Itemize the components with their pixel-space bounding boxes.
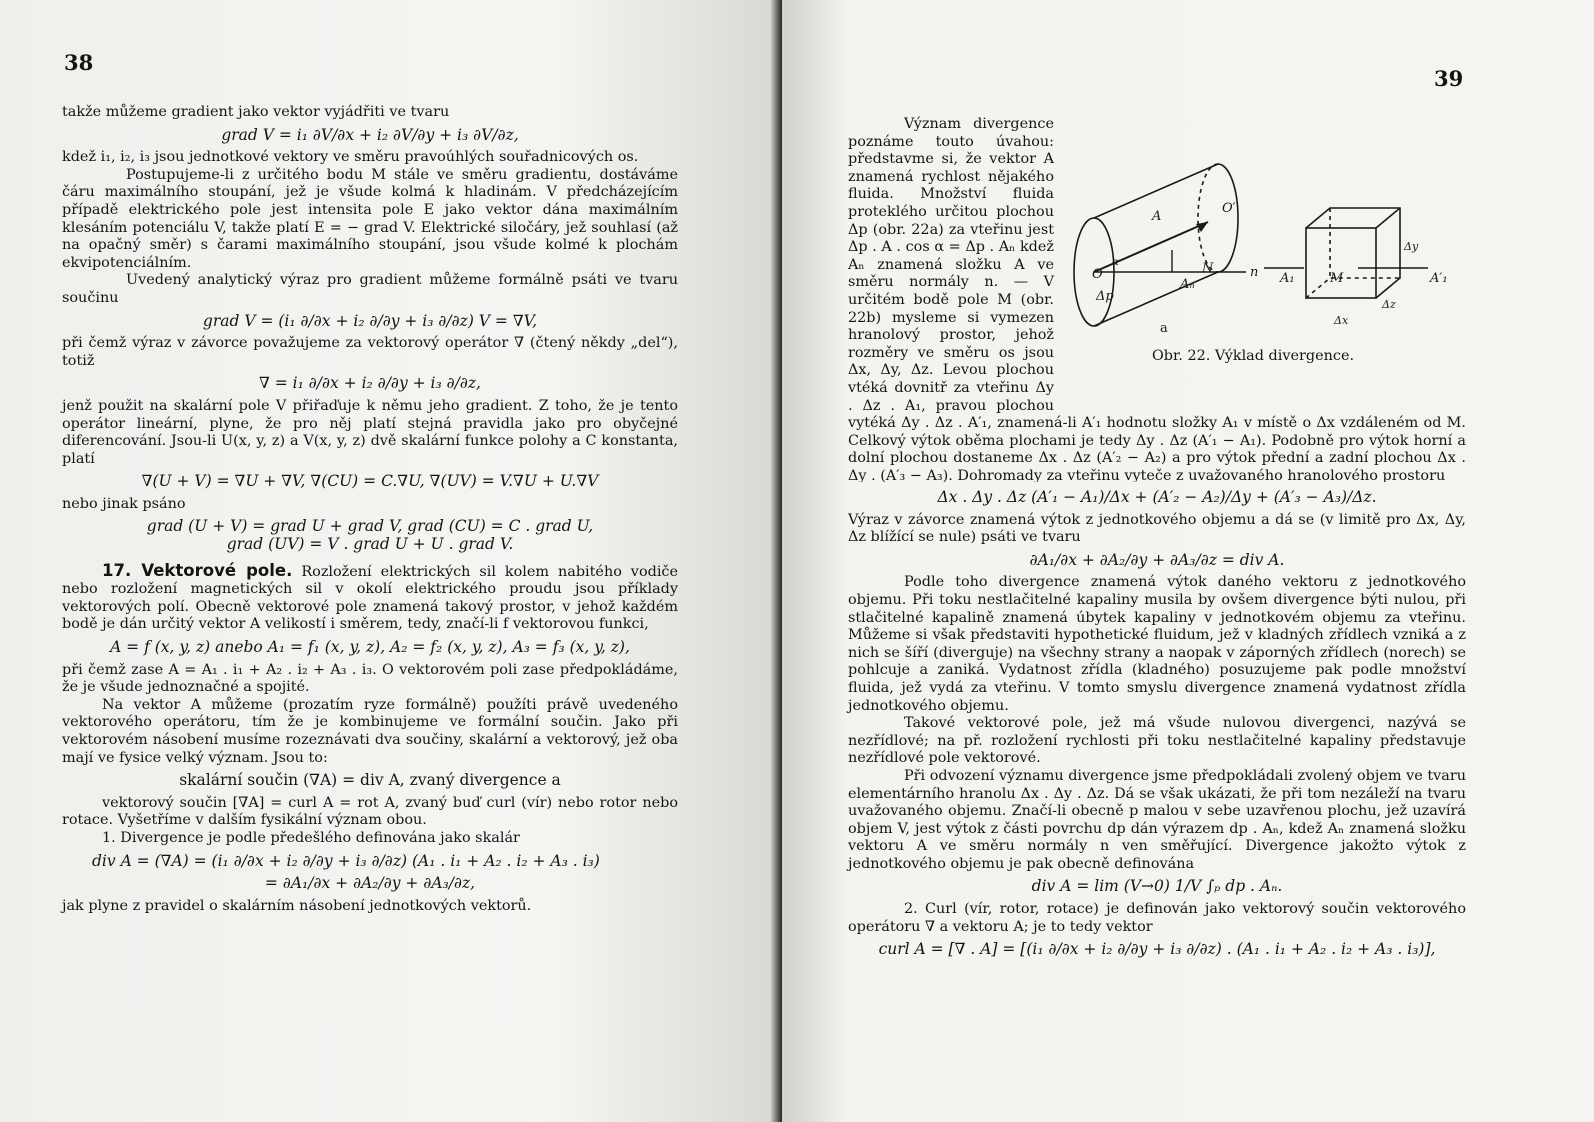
paragraph: při čemž výraz v závorce považujeme za vektorový operátor ∇ (čtený někdy „del“), totiž [62, 335, 678, 369]
equation: ∇(U + V) = ∇U + ∇V, ∇(CU) = C.∇U, ∇(UV) = V.∇U + U.∇V [141, 472, 599, 491]
equation: grad V = (i₁ ∂/∂x + i₂ ∂/∂y + i₃ ∂/∂z) V = ∇V, [202, 311, 538, 330]
equation: grad (U + V) = grad U + grad V, grad (CU) = C . grad U, [146, 517, 594, 536]
figure-label: N [1202, 261, 1214, 276]
equation: ∂A₁/∂x + ∂A₂/∂y + ∂A₃/∂z = div A. [1029, 550, 1285, 569]
left-page-text [62, 104, 678, 915]
paragraph: 2. Curl (vír, rotor, rotace) je definován jako vektorový součin vektorového operátoru ∇ a vektoru A; je to tedy vektor [848, 901, 1466, 935]
figure-label: A′₁ [1430, 271, 1448, 286]
paragraph: Na vektor A můžeme (prozatím ryze formálně) použíti právě uvedeného vektorového operátoru, tím že je kombinujeme ve formální součin. Jako při vektorovém násobení musíme rozeznávati dva součiny, skalární a vektorový, jež oba mají ve fysice velký význam. Jsou to: [62, 696, 678, 766]
equation: curl A = [∇ . A] = [(i₁ ∂/∂x + i₂ ∂/∂y + i₃ ∂/∂z) . (A₁ . i₁ + A₂ . i₂ + A₃ . i₃)], [878, 940, 1436, 959]
figure-label: M [1330, 271, 1344, 286]
figure-label: Δx [1334, 314, 1349, 327]
text-line: takže můžeme gradient jako vektor vyjádřiti ve tvaru [62, 104, 450, 120]
figure-label: Δy [1404, 240, 1419, 253]
figure-label: α [1112, 257, 1119, 268]
text-line: jak plyne z pravidel o skalárním násobení jednotkových vektorů. [62, 897, 532, 914]
text-line: kdež i₁, i₂, i₃ jsou jednotkové vektory ve směru pravoúhlých souřadnicových os. [62, 149, 639, 166]
text-line: nebo jinak psáno [62, 495, 186, 512]
figure-label: O [1092, 267, 1103, 282]
section-paragraph [62, 562, 678, 634]
paragraph: Takové vektorové pole, jež má všude nulovou divergenci, nazývá se nezřídlové; na př. rozložení rychlosti při toku nestlačitelné kapaliny představuje nezřídlové pole vektorové. [848, 715, 1466, 767]
figure-label: Aₙ [1180, 277, 1195, 292]
paragraph: Při odvození významu divergence jsme předpokládali zvolený objem ve tvaru elementárního hranolu Δx . Δy . Δz. Dá se však ukázati, že při tom nezáleží na tvaru uvažovaného objemu. Značí-li obecně p malou v sebe uzavřenou plochu, jež uzavírá objem V, jest výtok z části povrchu dp dán výrazem dp . Aₙ, kdež Aₙ znamená složku vektoru A ve směru normály n ven směřující. Divergence jakožto výtok z jednotkového objemu je pak obecně definována [848, 767, 1466, 872]
equation: skalární součin (∇A) = div A, zvaný divergence a [179, 771, 561, 790]
paragraph: 1. Divergence je podle předešlého definována jako skalár [102, 829, 520, 846]
equation: ∇ = i₁ ∂/∂x + i₂ ∂/∂y + i₃ ∂/∂z, [259, 374, 481, 393]
equation: grad V = i₁ ∂V/∂x + i₂ ∂V/∂y + i₃ ∂V/∂z, [221, 125, 519, 144]
page-number: 39 [1434, 66, 1464, 91]
figure-label: O′ [1222, 201, 1236, 216]
paragraph: Podle toho divergence znamená výtok daného vektoru z jednotkového objemu. Při toku nestlačitelné kapaliny musila by ovšem divergence býti nulou, při stlačitelné kapalině znamená úbytek kapaliny v jednotkovém objemu za vteřinu. Můžeme si však představiti hypothetické fluidum, jež v kladných zřídlech vzniká a z nich se šíří (diverguje) na všechny strany a naopak v záporných zřídlech (norech) se pohlcuje a zaniká. Vydatnost zřídla (kladného) posuzujeme pak podle množství fluida, jež vydá za vteřinu. V tomto smyslu divergence znamená vydatnost zřídla jednotkového objemu. [848, 574, 1466, 714]
left-page [0, 0, 782, 1122]
figure-label: a [1160, 321, 1168, 336]
figure-caption: Obr. 22. Výklad divergence. [1152, 348, 1355, 364]
section-heading: 17. Vektorové pole. [102, 560, 293, 580]
text-line: Rozložení elektrických sil kolem nabitého vodiče nebo rozložení magnetických sil v okolí elektrického proudu jsou příklady vektorových polí. Obecně vektorové pole znamená takový prostor, v jehož každém bodě je dán určitý vektor A velikostí i směrem, tedy, značí-li f vektorovou funkci, [62, 563, 678, 633]
equation: A = f (x, y, z) anebo A₁ = f₁ (x, y, z), A₂ = f₂ (x, y, z), A₃ = f₃ (x, y, z), [110, 638, 630, 657]
equation: div A = (∇A) = (i₁ ∂/∂x + i₂ ∂/∂y + i₃ ∂/∂z) (A₁ . i₁ + A₂ . i₂ + A₃ . i₃) [92, 851, 600, 870]
figure-label: Δp [1096, 289, 1114, 304]
figure-label: n [1250, 265, 1259, 280]
paragraph: Postupujeme-li z určitého bodu M stále ve směru gradientu, dostáváme čáru maximálního stoupání, jež je všude kolmá k hladinám. V předcházejícím případě elektrického pole jest intensita pole E jako vektor dána maximálním klesáním potenciálu V, takže platí E = − grad V. Elektrické siločáry, jež souhlasí (až na opačný směr) s čarami maximálního stoupání, jsou všude kolmé k plochám ekvipotenciálním. [62, 166, 678, 271]
equation: div A = lim (V→0) 1/V ∫ₚ dp . Aₙ. [1031, 877, 1283, 896]
right-page-text-lower [848, 484, 1466, 964]
equation: Δx . Δy . Δz (A′₁ − A₁)/Δx + (A′₂ − A₂)/Δy + (A′₃ − A₃)/Δz. [937, 488, 1377, 506]
paragraph: Výraz v závorce znamená výtok z jednotkového objemu a dá se (v limitě pro Δx, Δy, Δz blížící se nule) psáti ve tvaru [848, 511, 1466, 546]
text-line: Význam divergence poznáme touto úvahou: představme si, že vektor A znamená rychlost nějakého fluida. Množství fluida protekléhо určitou plochou Δp (obr. 22a) za vteřinu jest Δp . A . cos α = Δp . Aₙ kdež Aₙ znamená složku A ve směru normály n. — V určitém bodě pole M (obr. 22b) mysleme si vymezen hranolový prostor, jehož rozměry ve směru os jsou Δx, Δy, Δz. Levou plochou vtéká dovnitř za vteřinu Δy . Δz . A₁, pravou plochou vytéká Δy . Δz . A′₁, znamená-li A′₁ hodnotu složky A₁ v místě o Δx vzdáleném od M. Celkový výtok oběma plochami je tedy Δy . Δz (A′₁ − A₁). Podobně pro výtok horní a dolní plochou dostaneme Δx . Δz (A′₂ − A₂) a pro výtok přední a zadní plochou Δx . Δy . (A′₃ − A₃). Dohromady za vteřinu vyteče z uvažovaného hranolového prostoru [848, 116, 1466, 482]
paragraph: Uvedený analytický výraz pro gradient můžeme formálně psáti ve tvaru součinu [62, 272, 678, 306]
paragraph: vektorový součin [∇A] = curl A = rot A, zvaný buď curl (vír) nebo rotor nebo rotace. Vyšetříme v dalším fysikální význam obou. [62, 794, 678, 829]
figure-label: A₁ [1280, 271, 1295, 286]
right-page-text [848, 116, 1466, 482]
right-page [782, 0, 1594, 1122]
figure-label: A [1152, 209, 1162, 224]
paragraph: při čemž zase A = A₁ . i₁ + A₂ . i₂ + A₃ . i₃. O vektorovém poli zase předpokládáme, že je všude jednoznačné a spojité. [62, 661, 678, 696]
figure-label: Δz [1382, 298, 1396, 311]
paragraph: jenž použit na skalární pole V přiřaďuje k němu jeho gradient. Z toho, že je tento operátor lineární, plyne, že pro něj platí stejná pravidla jako pro obyčejné diferencování. Jsou-li U(x, y, z) a V(x, y, z) dvě skalární funkce polohy a C konstanta, platí [62, 397, 678, 467]
page-number: 38 [64, 50, 94, 75]
paragraph [848, 116, 1466, 482]
equation: grad (UV) = V . grad U + U . grad V. [226, 535, 514, 554]
equation: = ∂A₁/∂x + ∂A₂/∂y + ∂A₃/∂z, [264, 874, 476, 893]
